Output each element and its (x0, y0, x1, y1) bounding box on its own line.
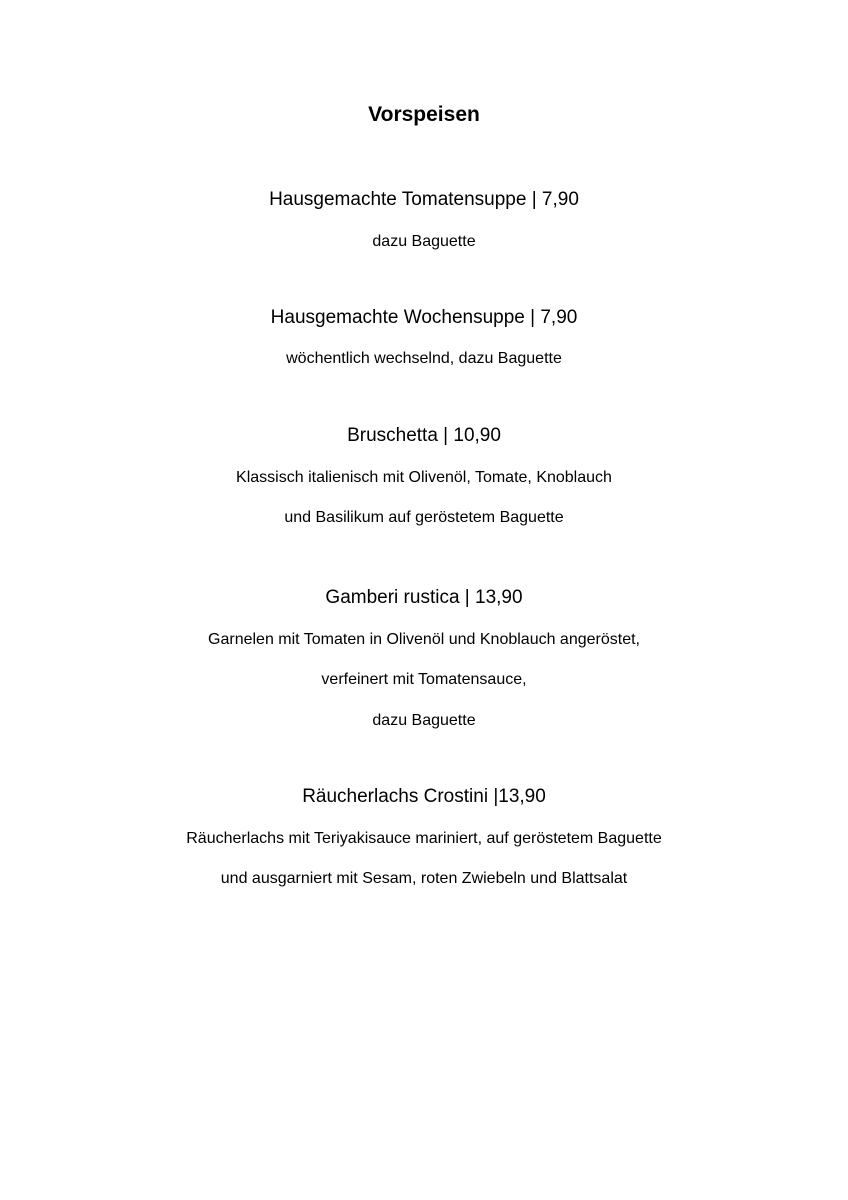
menu-item-name: Räucherlachs Crostini |13,90 (302, 786, 546, 807)
menu-item-description: Räucherlachs mit Teriyakisauce mariniert, auf geröstetem Baguette (186, 830, 662, 847)
menu-item-description: wöchentlich wechselnd, dazu Baguette (286, 350, 562, 367)
menu-item-description: dazu Baguette (372, 712, 476, 729)
menu-item-description: und Basilikum auf geröstetem Baguette (284, 509, 564, 526)
menu-item-description: Garnelen mit Tomaten in Olivenöl und Knoblauch angeröstet, (208, 631, 640, 648)
menu-item-description: dazu Baguette (372, 233, 476, 250)
menu-item-description: Klassisch italienisch mit Olivenöl, Tomate, Knoblauch (236, 469, 612, 486)
menu-item-name: Hausgemachte Wochensuppe | 7,90 (270, 307, 578, 328)
menu-item-name: Gamberi rustica | 13,90 (325, 587, 523, 608)
menu-item-description: verfeinert mit Tomatensauce, (321, 671, 527, 688)
menu-item-description: und ausgarniert mit Sesam, roten Zwiebeln und Blattsalat (220, 870, 628, 887)
menu-item-name: Hausgemachte Tomatensuppe | 7,90 (269, 189, 579, 210)
menu-item-name: Bruschetta | 10,90 (347, 425, 501, 446)
page-title: Vorspeisen (368, 103, 480, 126)
